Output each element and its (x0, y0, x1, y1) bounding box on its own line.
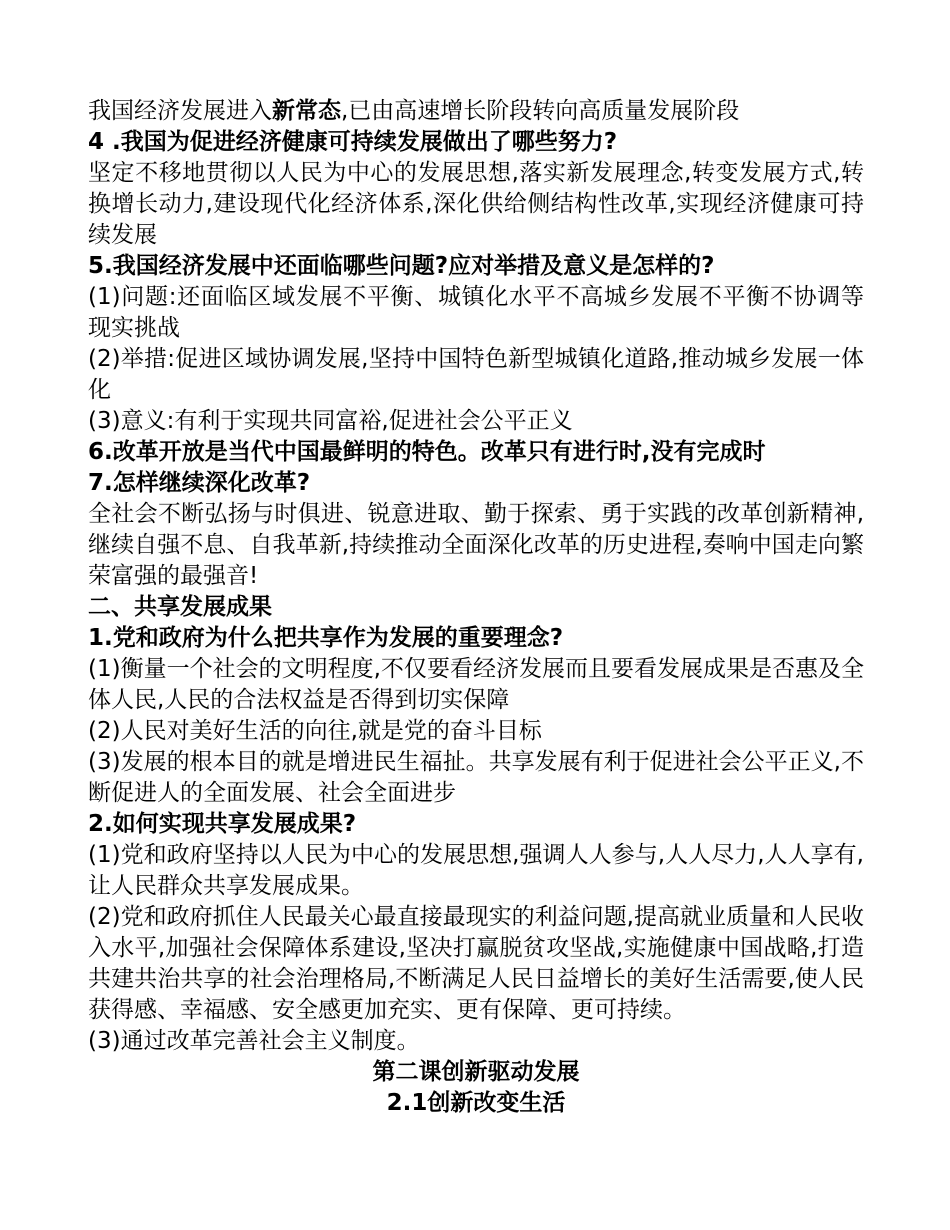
heading-s2-q2: 2.如何实现共享发展成果? (88, 811, 357, 837)
lesson-title: 第二课创新驱动发展 (372, 1059, 580, 1085)
paragraph-s2-q1-point1: (1)衡量一个社会的文明程度,不仅要看经济发展而且要看发展成果是否惠及全体人民,人民的合法权益是否得到切实保障 (88, 656, 864, 713)
bold-term-new-normal: 新常态 (272, 98, 341, 124)
paragraph-answer-q4: 坚定不移地贯彻以人民为中心的发展思想,落实新发展理念,转变发展方式,转换增长动力,建设现代化经济体系,深化供给侧结构性改革,实现经济健康可持续发展 (88, 160, 864, 248)
section-heading-shared-development: 二、共享发展成果 (88, 594, 272, 620)
paragraph-q5-problem: (1)问题:还面临区域发展不平衡、城镇化水平不高城乡发展不平衡不协调等现实挑战 (88, 284, 864, 341)
heading-q5: 5.我国经济发展中还面临哪些问题?应对举措及意义是怎样的? (88, 253, 715, 279)
heading-q4: 4 .我国为促进经济健康可持续发展做出了哪些努力? (88, 129, 618, 155)
document-page (88, 96, 864, 1119)
heading-q6: 6.改革开放是当代中国最鲜明的特色。改革只有进行时,没有完成时 (88, 439, 766, 465)
paragraph-answer-q7: 全社会不断弘扬与时俱进、锐意进取、勤于探索、勇于实践的改革创新精神,继续自强不息、自我革新,持续推动全面深化改革的历史进程,奏响中国走向繁荣富强的最强音! (88, 501, 864, 589)
text-run: ,已由高速增长阶段转向高质量发展阶段 (341, 98, 740, 124)
paragraph-new-normal (88, 96, 864, 127)
paragraph-s2-q2-point3: (3)通过改革完善社会主义制度。 (88, 1028, 420, 1054)
paragraph-q5-significance: (3)意义:有利于实现共同富裕,促进社会公平正义 (88, 408, 573, 434)
paragraph-q5-measures: (2)举措:促进区域协调发展,坚持中国特色新型城镇化道路,推动城乡发展一体化 (88, 346, 864, 403)
heading-s2-q1: 1.党和政府为什么把共享作为发展的重要理念? (88, 625, 564, 651)
paragraph-s2-q1-point3: (3)发展的根本目的就是增进民生福扯。共享发展有利于促进社会公平正义,不断促进人的全面发展、社会全面进步 (88, 749, 864, 806)
paragraph-s2-q2-point1: (1)党和政府坚持以人民为中心的发展思想,强调人人参与,人人尽力,人人享有,让人民群众共享发展成果。 (88, 842, 864, 899)
heading-q7: 7.怎样继续深化改革? (88, 470, 311, 496)
text-run: 我国经济发展进入 (88, 98, 272, 124)
paragraph-s2-q2-point2: (2)党和政府抓住人民最关心最直接最现实的利益问题,提高就业质量和人民收入水平,加强社会保障体系建设,坚决打赢脱贫攻坚战,实施健康中国战略,打造共建共治共享的社会治理格局,不断满足人民日益增长的美好生活需要,使人民获得感、幸福感、安全感更加充实、更有保障、更可持续。 (88, 904, 864, 1023)
lesson-subtitle: 2.1创新改变生活 (386, 1090, 566, 1116)
paragraph-s2-q1-point2: (2)人民对美好生活的向往,就是党的奋斗目标 (88, 718, 542, 744)
